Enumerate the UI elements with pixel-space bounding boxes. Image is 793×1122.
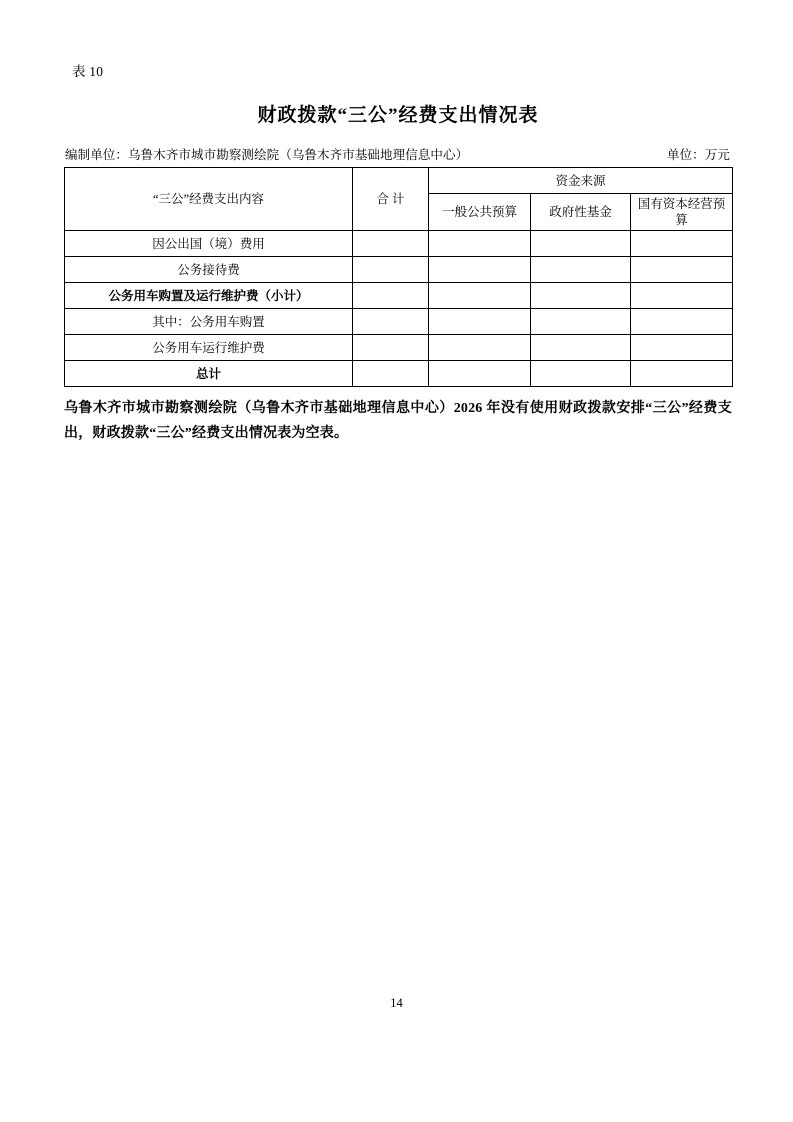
amount-unit: 单位：万元 [666, 148, 730, 162]
row-total [353, 231, 429, 257]
row-total [353, 335, 429, 361]
table-note: 乌鲁木齐市城市勘察测绘院（乌鲁木齐市基础地理信息中心）2026 年没有使用财政拨款安排“三公”经费支出，财政拨款“三公”经费支出情况表为空表。 [64, 401, 732, 441]
row-general-budget [429, 309, 531, 335]
row-general-budget [429, 231, 531, 257]
row-government-fund [531, 283, 631, 309]
page-number: 14 [390, 996, 403, 1010]
row-state-capital-budget [631, 335, 733, 361]
page-title: 财政拨款“三公”经费支出情况表 [257, 105, 539, 126]
header-source-state-capital-budget: 国有资本经营预算 [631, 194, 733, 231]
table-row [65, 257, 733, 283]
meta-row [64, 145, 732, 163]
compiling-unit-prefix: 编制单位： [65, 148, 129, 162]
row-state-capital-budget [631, 231, 733, 257]
header-source-government-fund: 政府性基金 [531, 194, 631, 231]
row-total [353, 283, 429, 309]
table-header-row-1 [65, 168, 733, 194]
header-source-group: 资金来源 [429, 168, 733, 194]
row-state-capital-budget [631, 283, 733, 309]
table-row [65, 231, 733, 257]
row-general-budget [429, 335, 531, 361]
table-row [65, 361, 733, 387]
row-label: 总计 [65, 361, 353, 387]
row-total [353, 361, 429, 387]
row-government-fund [531, 231, 631, 257]
row-total [353, 257, 429, 283]
header-total: 合 计 [353, 168, 429, 231]
row-general-budget [429, 283, 531, 309]
row-government-fund [531, 361, 631, 387]
row-government-fund [531, 309, 631, 335]
row-general-budget [429, 361, 531, 387]
row-state-capital-budget [631, 257, 733, 283]
row-government-fund [531, 335, 631, 361]
table-row [65, 335, 733, 361]
compiling-unit-name: 乌鲁木齐市城市勘察测绘院（乌鲁木齐市基础地理信息中心） [128, 148, 469, 162]
row-label: 公务接待费 [65, 257, 353, 283]
row-state-capital-budget [631, 361, 733, 387]
row-label: 因公出国（境）费用 [65, 231, 353, 257]
table-row [65, 283, 733, 309]
header-content: “三公”经费支出内容 [65, 168, 353, 231]
page-content [64, 62, 732, 446]
compiling-unit [65, 145, 468, 163]
row-government-fund [531, 257, 631, 283]
fiscal-expenditure-table [64, 167, 733, 387]
table-row [65, 309, 733, 335]
header-source-general-budget: 一般公共预算 [429, 194, 531, 231]
row-label: 公务用车购置及运行维护费（小计） [65, 283, 353, 309]
row-label: 其中：公务用车购置 [65, 309, 353, 335]
row-label: 公务用车运行维护费 [65, 335, 353, 361]
row-total [353, 309, 429, 335]
row-state-capital-budget [631, 309, 733, 335]
table-label: 表 10 [72, 64, 104, 79]
row-general-budget [429, 257, 531, 283]
